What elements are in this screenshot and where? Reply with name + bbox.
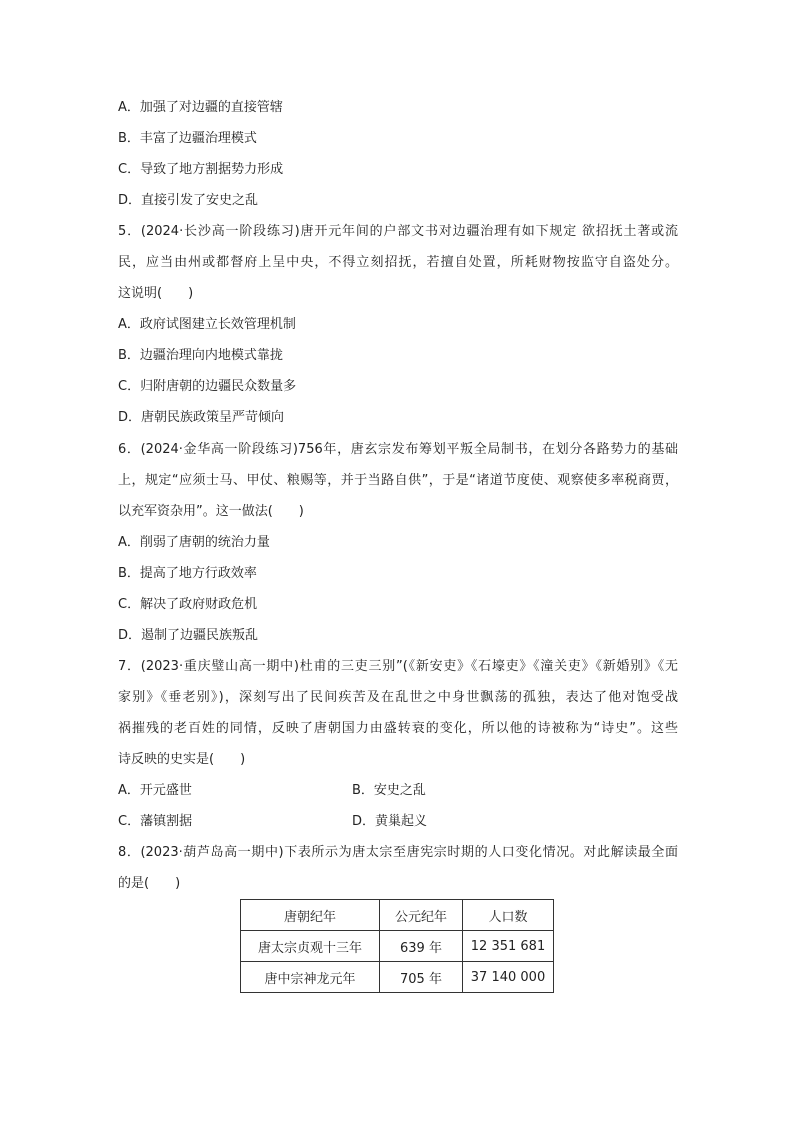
table-cell: 唐中宗神龙元年 xyxy=(241,962,380,993)
q5-option-c: C．归附唐朝的边疆民众数量多 xyxy=(118,379,297,394)
q7-option-c: C．藩镇割据 xyxy=(118,814,193,829)
q4-option-a: A．加强了对边疆的直接管辖 xyxy=(118,100,283,115)
table-row xyxy=(241,931,554,962)
q7-option-b: B．安史之乱 xyxy=(352,783,426,798)
q5-stem-line-2: 民，应当由州或都督府上呈中央，不得立刻招抚，若擅自处置，所耗财物按监守自盗处分。 xyxy=(118,255,678,270)
q6-stem-line-2: 上，规定“应须士马、甲仗、粮赐等，并于当路自供”，于是“诸道节度使、观察使多率税商贾， xyxy=(118,473,678,488)
q7-stem-line-1: 7．(2023·重庆璧山高一期中)杜甫的三吏三别”(《新安吏》《石壕吏》《潼关吏》《新婚别》《无 xyxy=(118,659,678,674)
q6-option-d: D．遏制了边疆民族叛乱 xyxy=(118,628,259,643)
table-header-row xyxy=(241,900,554,931)
q5-option-b: B．边疆治理向内地模式靠拢 xyxy=(118,348,283,363)
table-header-cell: 人口数 xyxy=(463,900,554,931)
q4-option-b: B．丰富了边疆治理模式 xyxy=(118,131,257,146)
q8-stem-line-2: 的是( ) xyxy=(118,876,181,891)
table-cell: 639 年 xyxy=(380,931,463,962)
q7-option-a: A．开元盛世 xyxy=(118,783,192,798)
table-cell: 唐太宗贞观十三年 xyxy=(241,931,380,962)
q7-stem-line-4: 诗反映的史实是( ) xyxy=(118,752,246,767)
q8-stem-line-1: 8．(2023·葫芦岛高一期中)下表所示为唐太宗至唐宪宗时期的人口变化情况。对此解读最全面 xyxy=(118,845,678,860)
q5-option-a: A．政府试图建立长效管理机制 xyxy=(118,317,296,332)
q4-option-d: D．直接引发了安史之乱 xyxy=(118,193,259,208)
q6-option-b: B．提高了地方行政效率 xyxy=(118,566,257,581)
q7-stem-line-2: 家别》《垂老别》)，深刻写出了民间疾苦及在乱世之中身世飘荡的孤独，表达了他对饱受战 xyxy=(118,690,678,705)
table-row xyxy=(241,962,554,993)
q6-option-c: C．解决了政府财政危机 xyxy=(118,597,258,612)
table-cell: 12 351 681 xyxy=(463,931,554,962)
q6-stem-line-1: 6．(2024·金华高一阶段练习)756年，唐玄宗发布筹划平叛全局制书，在划分各路势力的基础 xyxy=(118,442,678,457)
q6-option-a: A．削弱了唐朝的统治力量 xyxy=(118,535,270,550)
q5-stem-line-1: 5．(2024·长沙高一阶段练习)唐开元年间的户部文书对边疆治理有如下规定 欲招抚土著或流 xyxy=(118,224,678,239)
table-cell: 705 年 xyxy=(380,962,463,993)
q4-option-c: C．导致了地方割据势力形成 xyxy=(118,162,284,177)
q6-stem-line-3: 以充军资杂用”。这一做法( ) xyxy=(118,504,304,519)
q5-stem-line-3: 这说明( ) xyxy=(118,286,194,301)
q5-option-d: D．唐朝民族政策呈严苛倾向 xyxy=(118,410,285,425)
population-table xyxy=(240,899,554,993)
table-header-cell: 公元纪年 xyxy=(380,900,463,931)
q7-option-d: D．黄巢起义 xyxy=(352,814,428,829)
q7-stem-line-3: 祸摧残的老百姓的同情，反映了唐朝国力由盛转衰的变化，所以他的诗被称为“诗史”。这些 xyxy=(118,721,678,736)
table-header-cell: 唐朝纪年 xyxy=(241,900,380,931)
table-cell: 37 140 000 xyxy=(463,962,554,993)
